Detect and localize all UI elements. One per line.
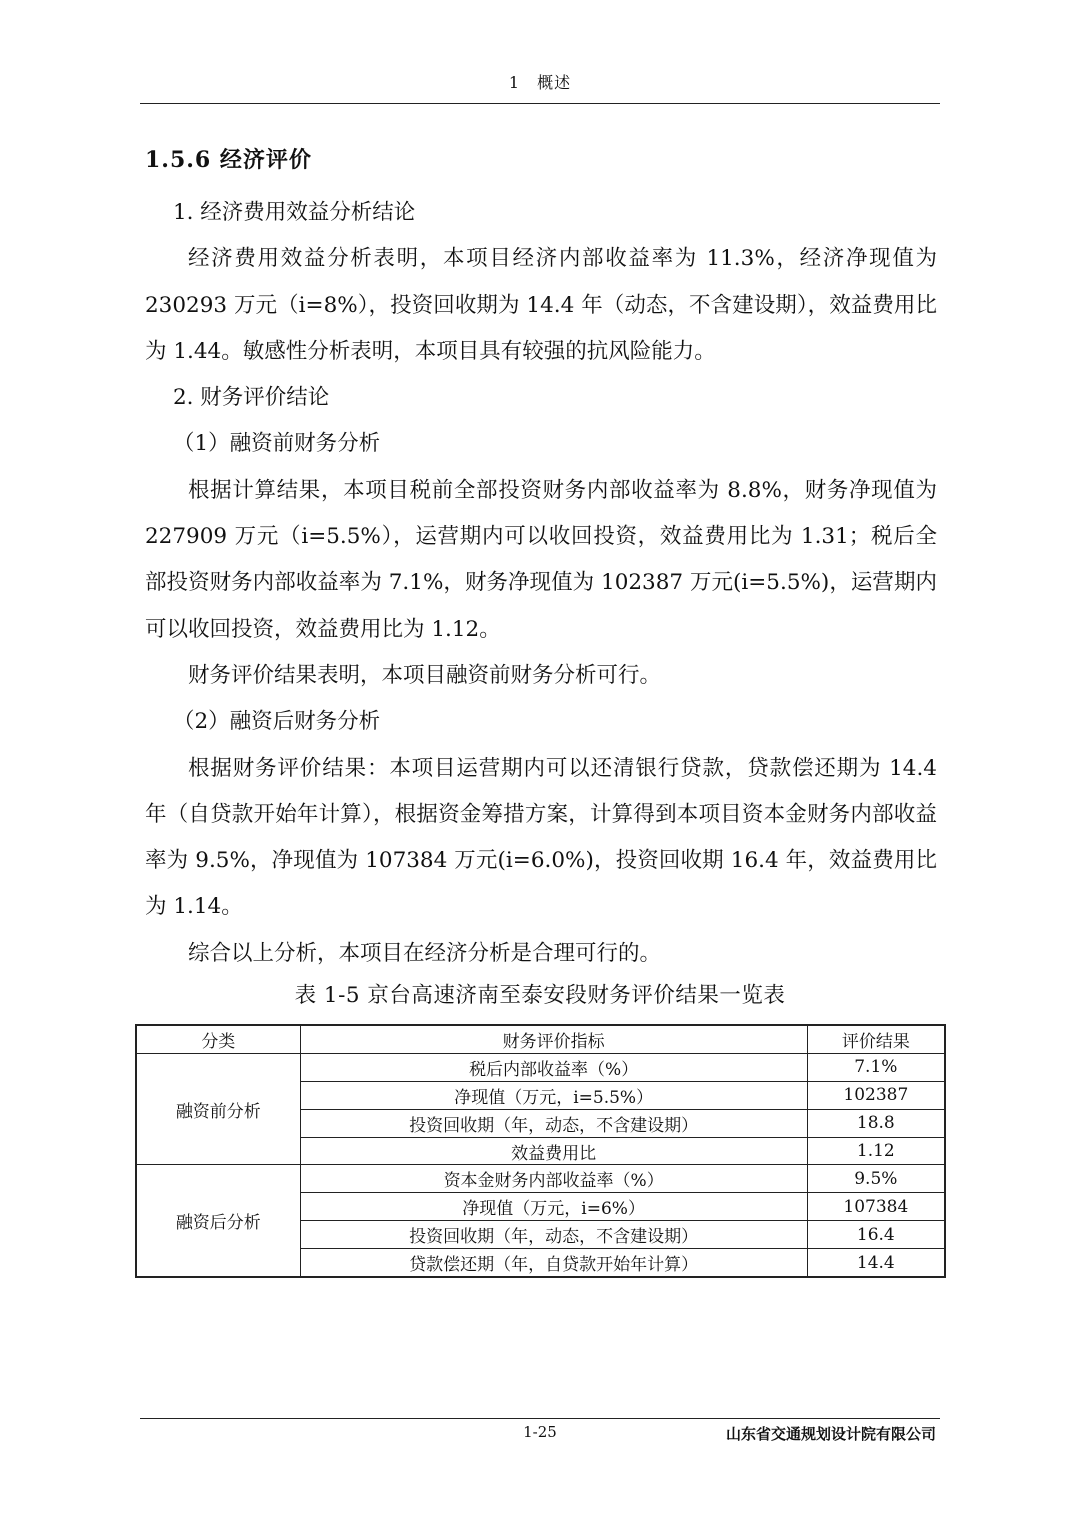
result-cell: 1.12 xyxy=(807,1137,945,1165)
table-caption: 表 1-5 京台高速济南至泰安段财务评价结果一览表 xyxy=(294,983,786,1008)
page-header: 1 概述 xyxy=(508,73,572,92)
indicator-cell: 资本金财务内部收益率（%） xyxy=(300,1165,807,1193)
subheading-economic: 1. 经济费用效益分析结论 xyxy=(172,200,416,225)
indicator-cell: 税后内部收益率（%） xyxy=(300,1053,807,1081)
paragraph-pre-financing: 根据计算结果，本项目税前全部投资财务内部收益率为 8.8%，财务净现值为 227909 万元（i=5.5%），运营期内可以收回投资，效益费用比为 1.31；税后全部投资财务内部收益率为 7.1%，财务净现值为 102387 万元(i=5.5%)，运营期内可以收回投资，效益费用比为 1.12。 xyxy=(145,477,937,642)
result-cell: 107384 xyxy=(807,1193,945,1221)
result-cell: 14.4 xyxy=(807,1249,945,1277)
category-cell: 融资前分析 xyxy=(136,1053,300,1165)
footer-divider xyxy=(140,1418,940,1419)
section-title: 1.5.6 经济评价 xyxy=(145,147,312,173)
header-divider xyxy=(140,103,940,104)
indicator-cell: 投资回收期（年，动态，不含建设期） xyxy=(300,1221,807,1249)
indicator-cell: 贷款偿还期（年，自贷款开始年计算） xyxy=(300,1249,807,1277)
financial-results-table xyxy=(135,1024,946,1278)
table-header-row xyxy=(136,1025,945,1053)
indicator-cell: 净现值（万元，i=5.5%） xyxy=(300,1081,807,1109)
indicator-cell: 效益费用比 xyxy=(300,1137,807,1165)
header-category: 分类 xyxy=(136,1025,300,1053)
header-result: 评价结果 xyxy=(807,1025,945,1053)
result-cell: 102387 xyxy=(807,1081,945,1109)
result-cell: 9.5% xyxy=(807,1165,945,1193)
paragraph-pre-financing-conclusion: 财务评价结果表明，本项目融资前财务分析可行。 xyxy=(188,662,662,688)
result-cell: 16.4 xyxy=(807,1221,945,1249)
indicator-cell: 投资回收期（年，动态，不含建设期） xyxy=(300,1109,807,1137)
subheading-financial: 2. 财务评价结论 xyxy=(172,385,330,411)
page-number: 1-25 xyxy=(523,1423,557,1441)
paragraph-economic: 经济费用效益分析表明，本项目经济内部收益率为 11.3%，经济净现值为 230293 万元（i=8%），投资回收期为 14.4 年（动态，不含建设期），效益费用比为 1.44。敏感性分析表明，本项目具有较强的抗风险能力。 xyxy=(145,246,937,364)
category-cell: 融资后分析 xyxy=(136,1165,300,1277)
paragraph-post-financing: 根据财务评价结果：本项目运营期内可以还清银行贷款，贷款偿还期为 14.4 年（自贷款开始年计算），根据资金筹措方案，计算得到本项目资本金财务内部收益率为 9.5%，净现值为 107384 万元(i=6.0%)，投资回收期 16.4 年，效益费用比为 1.14。 xyxy=(145,755,937,920)
body-text xyxy=(145,190,937,977)
subheading-post-financing: （2）融资后财务分析 xyxy=(172,709,381,735)
company-name: 山东省交通规划设计院有限公司 xyxy=(725,1425,936,1443)
header-indicator: 财务评价指标 xyxy=(300,1025,807,1053)
table-row xyxy=(136,1053,945,1081)
subheading-pre-financing: （1）融资前财务分析 xyxy=(172,431,381,457)
table-row xyxy=(136,1165,945,1193)
result-cell: 7.1% xyxy=(807,1053,945,1081)
indicator-cell: 净现值（万元，i=6%） xyxy=(300,1193,807,1221)
result-cell: 18.8 xyxy=(807,1109,945,1137)
paragraph-summary: 综合以上分析，本项目在经济分析是合理可行的。 xyxy=(188,940,662,966)
